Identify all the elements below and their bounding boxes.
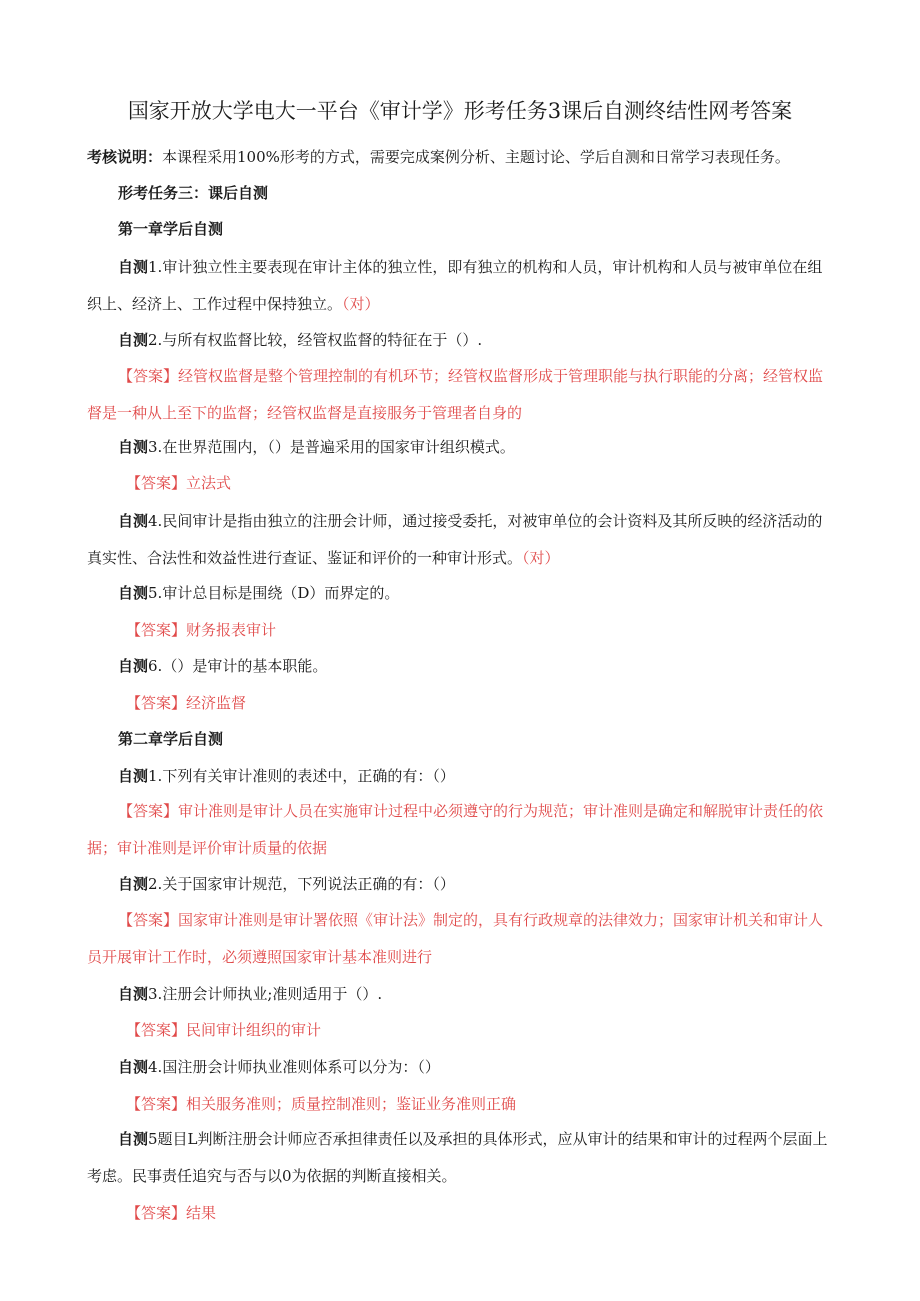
question-text: 1.下列有关审计准则的表述中，正确的有：（）	[148, 767, 455, 785]
document-title: 国家开放大学电大一平台《审计学》形考任务3课后自测终结性网考答案	[127, 99, 793, 123]
ch2-answer-5	[126, 1202, 216, 1224]
answer-text: 立法式	[186, 474, 232, 492]
question-text: 5题目L判断注册会计师应否承担律责任以及承担的具体形式，应从审计的结果和审计的过程两个层面上考虑。民事责任追究与否与以0为依据的判断直接相关。	[87, 1130, 828, 1185]
answer-label: 【答案】	[126, 694, 187, 712]
answer-mark: （对）	[342, 295, 380, 313]
ch2-question-4	[118, 1056, 440, 1078]
self-test-label: 自测	[118, 875, 149, 893]
answer-text: 审计准则是审计人员在实施审计过程中必须遵守的行为规范；审计准则是确定和解脱审计责任的依据；审计准则是评价审计质量的依据	[87, 802, 824, 857]
question-text: 6.（）是审计的基本职能。	[148, 657, 328, 675]
answer-label: 【答案】	[118, 367, 179, 385]
ch2-answer-1	[87, 793, 837, 867]
ch2-answer-2	[87, 902, 837, 976]
answer-text: 经济监督	[186, 694, 247, 712]
self-test-label: 自测	[118, 1130, 149, 1148]
ch2-answer-4	[126, 1093, 516, 1115]
assessment-note	[87, 146, 790, 168]
self-test-label: 自测	[118, 767, 149, 785]
self-test-label: 自测	[118, 584, 149, 602]
answer-text: 相关服务准则；质量控制准则；鉴证业务准则正确	[186, 1095, 517, 1113]
self-test-label: 自测	[118, 985, 149, 1003]
answer-text: 民间审计组织的审计	[186, 1021, 322, 1039]
ch2-answer-3	[126, 1019, 321, 1041]
answer-mark: （对）	[522, 549, 560, 567]
ch1-question-3	[118, 436, 515, 458]
assessment-note-text: 本课程采用100%形考的方式，需要完成案例分析、主题讨论、学后自测和日常学习表现任务。	[162, 148, 790, 166]
chapter-2-heading: 第二章学后自测	[118, 730, 224, 748]
self-test-label: 自测	[118, 438, 149, 456]
ch1-question-6	[118, 655, 327, 677]
task-heading: 形考任务三：课后自测	[118, 184, 269, 202]
answer-text: 财务报表审计	[186, 621, 277, 639]
answer-text: 结果	[186, 1204, 217, 1222]
self-test-label: 自测	[118, 331, 149, 349]
self-test-label: 自测	[118, 512, 149, 530]
assessment-note-label: 考核说明：	[87, 148, 163, 166]
ch2-question-5	[87, 1121, 837, 1195]
question-text: 5.审计总目标是围绕（D）而界定的。	[148, 584, 400, 602]
answer-label: 【答案】	[126, 1021, 187, 1039]
question-text: 3.注册会计师执业;准则适用于（）.	[148, 985, 383, 1003]
answer-label: 【答案】	[126, 474, 187, 492]
self-test-label: 自测	[118, 258, 149, 276]
answer-text: 经管权监督是整个管理控制的有机环节；经管权监督形成于管理职能与执行职能的分离；经管权监督是一种从上至下的监督；经管权监督是直接服务于管理者自身的	[87, 367, 824, 422]
question-text: 3.在世界范围内，（）是普遍采用的国家审计组织模式。	[148, 438, 515, 456]
ch1-question-2	[118, 329, 482, 351]
question-text: 4.国注册会计师执业准则体系可以分为：（）	[148, 1058, 440, 1076]
self-test-label: 自测	[118, 1058, 149, 1076]
question-text: 2.与所有权监督比较，经管权监督的特征在于（）.	[148, 331, 483, 349]
answer-label: 【答案】	[118, 802, 179, 820]
question-text: 4.民间审计是指由独立的注册会计师，通过接受委托，对被审单位的会计资料及其所反映的经济活动的真实性、合法性和效益性进行查证、鉴证和评价的一种审计形式。	[87, 512, 823, 567]
answer-label: 【答案】	[126, 1095, 187, 1113]
ch1-answer-6	[126, 692, 246, 714]
ch2-question-1	[118, 765, 455, 787]
ch1-question-4	[87, 503, 837, 577]
ch1-question-1	[87, 249, 837, 323]
question-text: 2.关于国家审计规范，下列说法正确的有：（）	[148, 875, 455, 893]
ch1-question-5	[118, 582, 399, 604]
answer-label: 【答案】	[126, 621, 187, 639]
question-text: 1.审计独立性主要表现在审计主体的独立性，即有独立的机构和人员，审计机构和人员与被审单位在组织上、经济上、工作过程中保持独立。	[87, 258, 823, 313]
self-test-label: 自测	[118, 657, 149, 675]
chapter-1-heading: 第一章学后自测	[118, 220, 224, 238]
ch2-question-2	[118, 873, 455, 895]
answer-text: 国家审计准则是审计署依照《审计法》制定的，具有行政规章的法律效力；国家审计机关和审计人员开展审计工作时，必须遵照国家审计基本准则进行	[87, 911, 824, 966]
ch2-question-3	[118, 983, 382, 1005]
ch1-answer-5	[126, 619, 276, 641]
ch1-answer-3	[126, 472, 231, 494]
answer-label: 【答案】	[126, 1204, 187, 1222]
ch1-answer-2	[87, 358, 837, 432]
answer-label: 【答案】	[118, 911, 179, 929]
